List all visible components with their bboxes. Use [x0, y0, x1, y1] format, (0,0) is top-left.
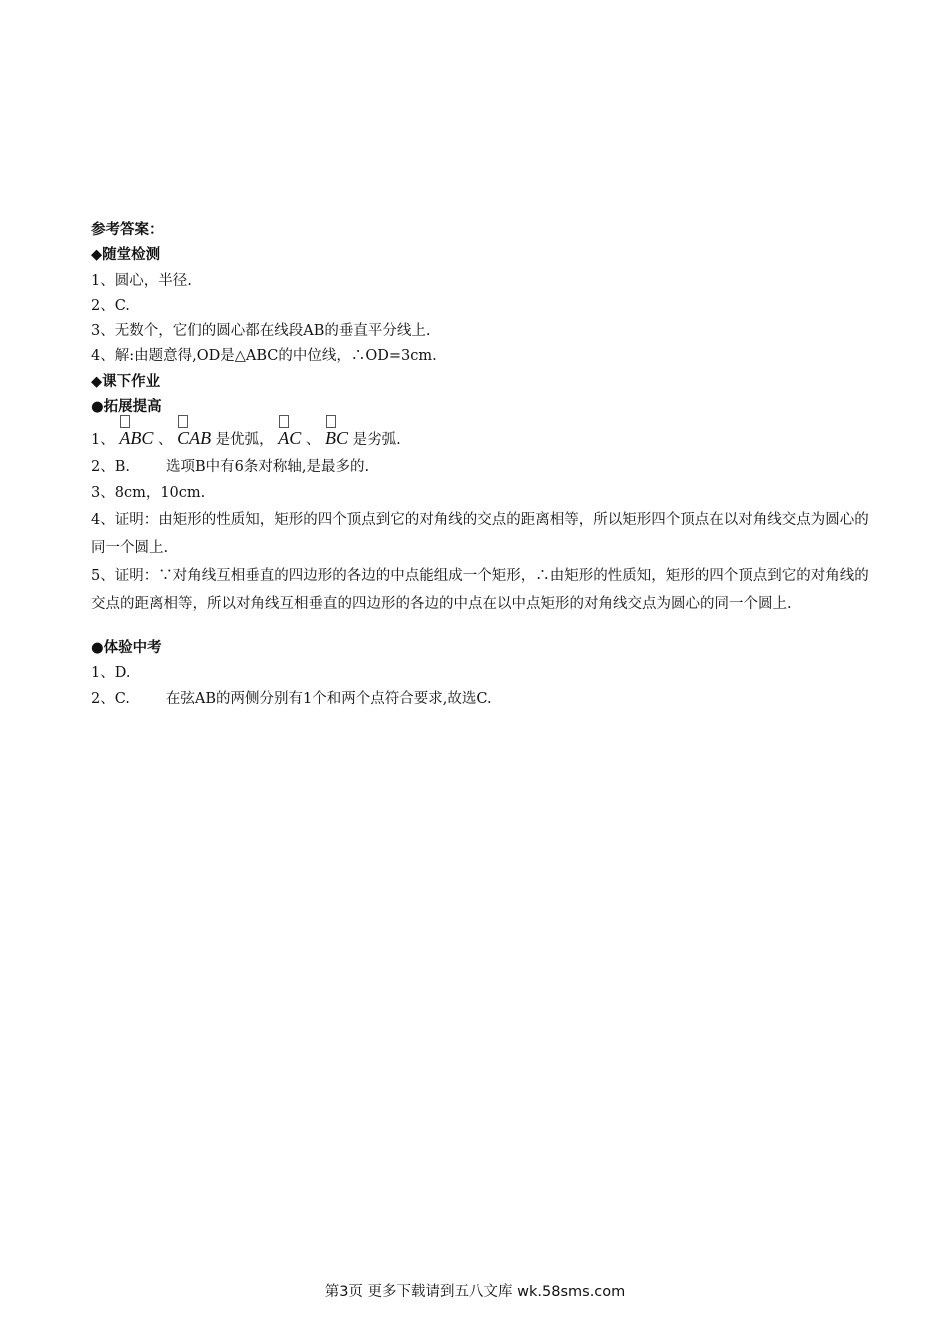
arc-symbol-icon [120, 415, 130, 428]
separator: 、 [157, 432, 173, 449]
answer-item: 3、8cm，10cm. [91, 484, 206, 501]
arc-cab [177, 420, 211, 453]
answer-item-proof: 4、证明：由矩形的性质知，矩形的四个顶点到它的对角线的交点的距离相等，所以矩形四个顶点在以对角线交点为圆心的同一个圆上. [91, 511, 869, 556]
page-footer: 第3页 更多下载请到五八文库 wk.58sms.com [324, 1284, 626, 1300]
arc-symbol-icon [279, 415, 289, 428]
answers-title: 参考答案： [91, 222, 164, 238]
subsection-heading-extension: ●拓展提高 [91, 399, 162, 416]
answer-choice: 2、B. [91, 459, 130, 476]
answer-note: 在弦AB的两侧分别有1个和两个点符合要求,故选C. [165, 690, 492, 707]
item-number: 1、 [91, 432, 115, 449]
answer-item: 1、圆心，半径. [91, 272, 192, 289]
answer-content [91, 218, 871, 712]
arc-ac [278, 420, 301, 453]
arc-label: ABC [119, 428, 154, 449]
answer-item-proof: 5、证明：∵对角线互相垂直的四边形的各边的中点能组成一个矩形，∴由矩形的性质知，矩形的四个顶点到它的对角线的交点的距离相等，所以对角线互相垂直的四边形的各边的中点在以中点矩形的对角线交点为圆心的同一个圆上. [91, 567, 869, 612]
answer-item: 2、C. [91, 297, 130, 314]
answer-item [91, 455, 871, 480]
arc-abc [119, 420, 153, 453]
subsection-heading-exam: ●体验中考 [91, 639, 162, 656]
answer-choice: 2、C. [91, 690, 130, 707]
answer-item-arcs [91, 420, 871, 455]
arc-label: BC [325, 428, 349, 449]
answer-item: 4、解:由题意得,OD是△ABC的中位线，∴OD=3cm. [91, 348, 437, 365]
answer-item: 3、无数个，它们的圆心都在线段AB的垂直平分线上. [91, 323, 431, 340]
answer-item: 1、D. [91, 665, 131, 682]
section-heading-homework: ◆课下作业 [91, 373, 161, 390]
minor-arc-text: 是劣弧. [352, 432, 401, 449]
major-arc-text: 是优弧， [215, 432, 274, 449]
arc-bc [325, 420, 348, 453]
answer-item [91, 687, 871, 712]
separator: 、 [305, 432, 321, 449]
section-heading-class-test: ◆随堂检测 [91, 247, 161, 264]
arc-label: AC [278, 428, 302, 449]
answer-note: 选项B中有6条对称轴,是最多的. [166, 459, 370, 476]
arc-label: CAB [177, 428, 212, 449]
arc-symbol-icon [178, 415, 188, 428]
arc-symbol-icon [326, 415, 336, 428]
